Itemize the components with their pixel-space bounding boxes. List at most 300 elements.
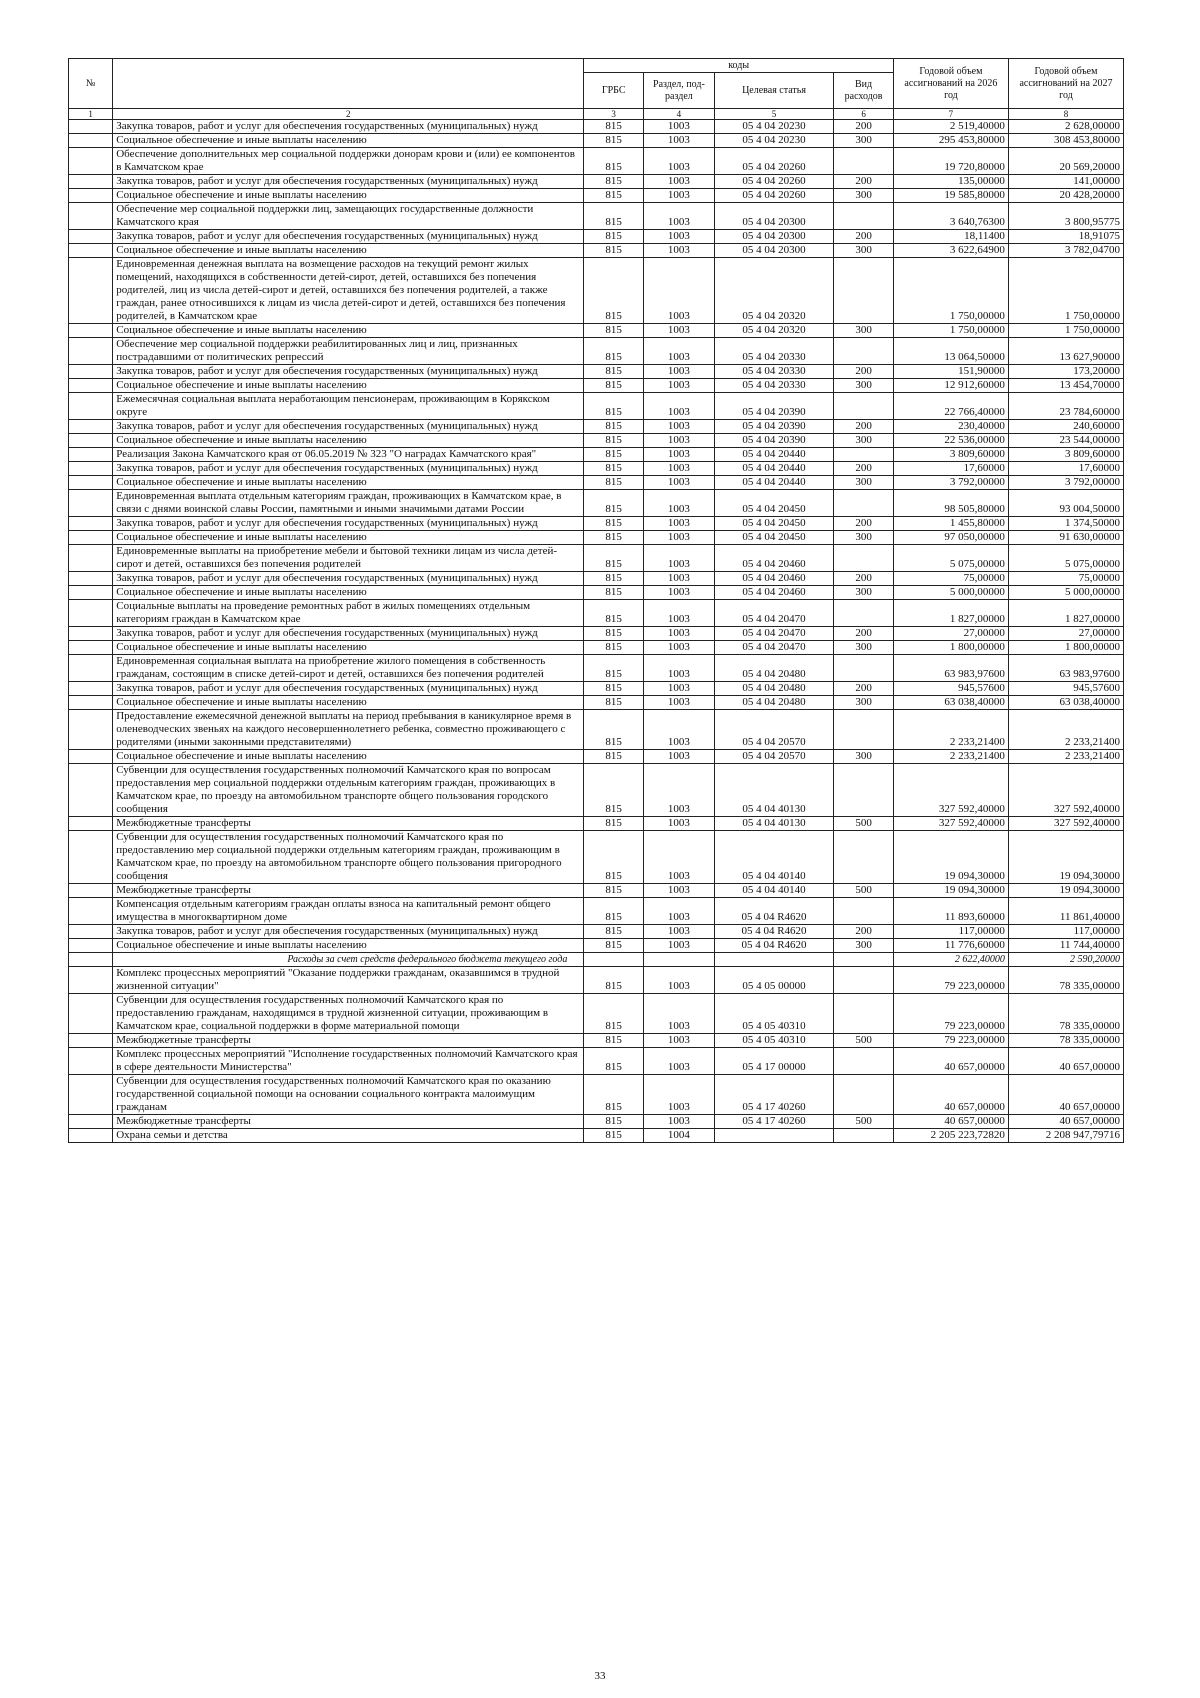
table-row [69,476,1124,490]
row-amount-2027: 20 569,20000 [1008,148,1123,175]
row-amount-2026: 230,40000 [893,420,1008,434]
row-amount-2027: 327 592,40000 [1008,817,1123,831]
row-target: 05 4 04 40130 [714,817,833,831]
row-amount-2027: 1 750,00000 [1008,324,1123,338]
row-amount-2026: 22 766,40000 [893,393,1008,420]
row-name: Социальное обеспечение и иные выплаты населению [113,750,584,764]
row-section: 1003 [644,379,715,393]
row-amount-2026: 19 094,30000 [893,884,1008,898]
row-target [714,953,833,967]
row-kind: 300 [834,586,894,600]
row-number [69,244,113,258]
row-kind: 300 [834,476,894,490]
row-amount-2027: 19 094,30000 [1008,831,1123,884]
row-kind: 500 [834,1034,894,1048]
table-row [69,572,1124,586]
row-name: Социальное обеспечение и иные выплаты населению [113,434,584,448]
row-target: 05 4 04 20470 [714,641,833,655]
row-section: 1003 [644,641,715,655]
row-amount-2027: 91 630,00000 [1008,531,1123,545]
row-name: Субвенции для осуществления государственных полномочий Камчатского края по вопросам предоставления мер социальной поддержки отдельным категориям граждан, проживающих в Камчатском крае, по проезду на автомобильном транспорте общего пользования городского сообщения [113,764,584,817]
row-kind [834,967,894,994]
row-number [69,462,113,476]
table-row [69,967,1124,994]
row-amount-2027: 40 657,00000 [1008,1075,1123,1115]
row-number [69,1048,113,1075]
row-amount-2027: 2 233,21400 [1008,750,1123,764]
row-amount-2027: 3 809,60000 [1008,448,1123,462]
row-section: 1003 [644,1048,715,1075]
table-row [69,490,1124,517]
row-number [69,1034,113,1048]
row-kind: 200 [834,462,894,476]
row-amount-2026: 1 827,00000 [893,600,1008,627]
row-section: 1003 [644,967,715,994]
row-number [69,393,113,420]
row-name: Социальное обеспечение и иные выплаты населению [113,244,584,258]
table-row [69,655,1124,682]
row-kind [834,393,894,420]
row-name: Социальные выплаты на проведение ремонтных работ в жилых помещениях отдельным категориям граждан в Камчатском крае [113,600,584,627]
row-number [69,939,113,953]
row-amount-2026: 79 223,00000 [893,967,1008,994]
row-target: 05 4 04 20480 [714,696,833,710]
row-amount-2027: 19 094,30000 [1008,884,1123,898]
row-section: 1003 [644,148,715,175]
row-grbs: 815 [584,531,644,545]
row-target: 05 4 17 40260 [714,1115,833,1129]
row-section: 1003 [644,434,715,448]
row-number [69,817,113,831]
row-grbs: 815 [584,545,644,572]
table-row [69,696,1124,710]
table-row [69,764,1124,817]
row-target: 05 4 04 20450 [714,490,833,517]
row-amount-2027: 117,00000 [1008,925,1123,939]
row-number [69,967,113,994]
row-name: Ежемесячная социальная выплата неработающим пенсионерам, проживающим в Корякском округе [113,393,584,420]
row-number [69,898,113,925]
row-number [69,120,113,134]
row-target: 05 4 05 40310 [714,994,833,1034]
row-section: 1003 [644,203,715,230]
row-amount-2027: 78 335,00000 [1008,967,1123,994]
row-amount-2026: 3 809,60000 [893,448,1008,462]
row-name: Реализация Закона Камчатского края от 06.05.2019 № 323 "О наградах Камчатского края" [113,448,584,462]
table-row [69,258,1124,324]
row-target: 05 4 04 20260 [714,175,833,189]
row-amount-2027: 40 657,00000 [1008,1048,1123,1075]
row-amount-2026: 2 233,21400 [893,750,1008,764]
row-section: 1003 [644,655,715,682]
table-row [69,682,1124,696]
row-target: 05 4 04 20300 [714,230,833,244]
table-row [69,338,1124,365]
row-amount-2026: 18,11400 [893,230,1008,244]
row-section: 1003 [644,244,715,258]
row-number [69,655,113,682]
row-grbs: 815 [584,655,644,682]
row-grbs: 815 [584,120,644,134]
row-number [69,545,113,572]
row-grbs: 815 [584,175,644,189]
row-target: 05 4 04 20390 [714,420,833,434]
table-row [69,203,1124,230]
row-grbs: 815 [584,898,644,925]
header-target: Целевая статья [714,73,833,109]
row-amount-2027: 141,00000 [1008,175,1123,189]
col-number: 6 [834,109,894,120]
row-name: Субвенции для осуществления государственных полномочий Камчатского края по предоставлению гражданам, находящимся в трудной жизненной ситуации, проживающим в Камчатском крае, социальной поддержки в форме материальной помощи [113,994,584,1034]
row-target: 05 4 04 20300 [714,244,833,258]
table-row [69,393,1124,420]
row-grbs: 815 [584,994,644,1034]
row-kind: 300 [834,134,894,148]
row-grbs: 815 [584,696,644,710]
table-row [69,710,1124,750]
table-row [69,1075,1124,1115]
row-amount-2027: 11 744,40000 [1008,939,1123,953]
row-name: Социальное обеспечение и иные выплаты населению [113,134,584,148]
row-amount-2026: 327 592,40000 [893,817,1008,831]
row-target: 05 4 04 R4620 [714,939,833,953]
row-section: 1003 [644,1075,715,1115]
row-number [69,682,113,696]
table-row [69,925,1124,939]
row-amount-2027: 2 590,20000 [1008,953,1123,967]
row-number [69,476,113,490]
row-section: 1003 [644,420,715,434]
row-number [69,203,113,230]
row-section: 1003 [644,545,715,572]
budget-document [68,58,1124,1143]
row-section: 1003 [644,338,715,365]
row-section: 1003 [644,627,715,641]
header-grbs: ГРБС [584,73,644,109]
table-row [69,600,1124,627]
table-row [69,898,1124,925]
row-target: 05 4 04 20330 [714,338,833,365]
row-number [69,586,113,600]
row-number [69,189,113,203]
row-name: Закупка товаров, работ и услуг для обеспечения государственных (муниципальных) нужд [113,462,584,476]
row-amount-2027: 78 335,00000 [1008,994,1123,1034]
row-amount-2027: 308 453,80000 [1008,134,1123,148]
row-amount-2026: 5 075,00000 [893,545,1008,572]
row-name: Закупка товаров, работ и услуг для обеспечения государственных (муниципальных) нужд [113,420,584,434]
row-kind [834,898,894,925]
row-grbs: 815 [584,244,644,258]
row-number [69,1129,113,1143]
row-grbs: 815 [584,434,644,448]
row-name: Социальное обеспечение и иные выплаты населению [113,531,584,545]
row-amount-2026: 1 750,00000 [893,324,1008,338]
row-amount-2027: 63 983,97600 [1008,655,1123,682]
row-amount-2026: 98 505,80000 [893,490,1008,517]
table-body [69,120,1124,1143]
row-amount-2026: 1 800,00000 [893,641,1008,655]
row-target: 05 4 17 40260 [714,1075,833,1115]
row-amount-2027: 3 782,04700 [1008,244,1123,258]
row-section: 1003 [644,817,715,831]
row-section: 1003 [644,939,715,953]
row-section: 1003 [644,898,715,925]
row-amount-2027: 13 454,70000 [1008,379,1123,393]
row-name: Закупка товаров, работ и услуг для обеспечения государственных (муниципальных) нужд [113,682,584,696]
row-kind [834,338,894,365]
row-name: Единовременная денежная выплата на возмещение расходов на текущий ремонт жилых помещений, находящихся в собственности детей-сирот, детей, оставшихся без попечения родителей, лиц из числа детей-сирот и детей, оставшихся без попечения родителей, а также граждан, ранее относившихся к лицам из числа детей-сирот и детей, оставшихся без попечения родителей, в Камчатском крае [113,258,584,324]
row-amount-2026: 2 519,40000 [893,120,1008,134]
row-kind: 300 [834,750,894,764]
row-amount-2026: 3 792,00000 [893,476,1008,490]
row-section: 1003 [644,490,715,517]
row-target: 05 4 04 20330 [714,365,833,379]
row-target: 05 4 04 20570 [714,710,833,750]
header-numbers-row [69,109,1124,120]
table-row [69,750,1124,764]
row-section: 1003 [644,189,715,203]
row-name: Межбюджетные трансферты [113,1115,584,1129]
row-grbs: 815 [584,750,644,764]
table-row [69,1034,1124,1048]
row-name: Социальное обеспечение и иные выплаты населению [113,189,584,203]
row-amount-2026: 19 585,80000 [893,189,1008,203]
row-amount-2027: 23 784,60000 [1008,393,1123,420]
row-name: Обеспечение мер социальной поддержки реабилитированных лиц и лиц, признанных пострадавшими от политических репрессий [113,338,584,365]
row-kind [834,1075,894,1115]
row-target: 05 4 04 20470 [714,600,833,627]
table-row [69,365,1124,379]
row-amount-2026: 12 912,60000 [893,379,1008,393]
row-kind [834,600,894,627]
row-target: 05 4 04 20460 [714,586,833,600]
row-kind [834,545,894,572]
row-name: Обеспечение мер социальной поддержки лиц, замещающих государственные должности Камчатского края [113,203,584,230]
row-amount-2026: 117,00000 [893,925,1008,939]
row-amount-2027: 20 428,20000 [1008,189,1123,203]
row-grbs: 815 [584,764,644,817]
row-number [69,517,113,531]
row-target: 05 4 04 20570 [714,750,833,764]
row-name: Компенсация отдельным категориям граждан оплаты взноса на капитальный ремонт общего имущества в многоквартирном доме [113,898,584,925]
row-amount-2027: 78 335,00000 [1008,1034,1123,1048]
row-kind [834,764,894,817]
row-amount-2026: 3 622,64900 [893,244,1008,258]
row-target: 05 4 04 R4620 [714,925,833,939]
row-section: 1003 [644,517,715,531]
row-target: 05 4 04 20390 [714,434,833,448]
table-row [69,175,1124,189]
row-kind: 300 [834,379,894,393]
row-kind: 200 [834,627,894,641]
row-grbs: 815 [584,817,644,831]
row-kind [834,1129,894,1143]
row-number [69,696,113,710]
row-amount-2026: 19 720,80000 [893,148,1008,175]
table-row [69,420,1124,434]
row-grbs: 815 [584,490,644,517]
row-grbs: 815 [584,338,644,365]
row-grbs: 815 [584,148,644,175]
row-number [69,134,113,148]
row-name: Социальное обеспечение и иные выплаты населению [113,696,584,710]
col-number: 3 [584,109,644,120]
row-amount-2026: 295 453,80000 [893,134,1008,148]
table-row [69,120,1124,134]
row-number [69,710,113,750]
header-section: Раздел, под-раздел [644,73,715,109]
row-amount-2026: 22 536,00000 [893,434,1008,448]
row-kind [834,994,894,1034]
row-grbs: 815 [584,1034,644,1048]
row-section: 1003 [644,696,715,710]
row-number [69,627,113,641]
row-section: 1003 [644,462,715,476]
row-amount-2026: 1 750,00000 [893,258,1008,324]
row-section: 1003 [644,994,715,1034]
table-row [69,448,1124,462]
row-section: 1003 [644,230,715,244]
row-section: 1003 [644,831,715,884]
table-row [69,531,1124,545]
row-target: 05 4 04 20330 [714,379,833,393]
row-kind: 200 [834,175,894,189]
row-amount-2026: 40 657,00000 [893,1075,1008,1115]
row-amount-2026: 11 776,60000 [893,939,1008,953]
row-number [69,148,113,175]
row-name: Социальное обеспечение и иные выплаты населению [113,939,584,953]
row-name: Закупка товаров, работ и услуг для обеспечения государственных (муниципальных) нужд [113,230,584,244]
row-amount-2026: 151,90000 [893,365,1008,379]
col-number: 2 [113,109,584,120]
row-amount-2026: 945,57600 [893,682,1008,696]
col-number: 5 [714,109,833,120]
row-kind: 300 [834,696,894,710]
row-name: Единовременная социальная выплата на приобретение жилого помещения в собственность гражданам, состоящим в списке детей-сирот и детей, оставшихся без попечения родителей [113,655,584,682]
row-number [69,572,113,586]
row-grbs: 815 [584,600,644,627]
row-kind: 300 [834,434,894,448]
row-number [69,831,113,884]
row-number [69,448,113,462]
header-name [113,59,584,109]
row-name: Обеспечение дополнительных мер социальной поддержки донорам крови и (или) ее компонентов в Камчатском крае [113,148,584,175]
row-grbs: 815 [584,1115,644,1129]
table-row [69,994,1124,1034]
row-target: 05 4 04 20440 [714,462,833,476]
row-grbs: 815 [584,134,644,148]
row-section: 1003 [644,175,715,189]
row-target: 05 4 04 20260 [714,189,833,203]
row-number [69,434,113,448]
row-grbs: 815 [584,203,644,230]
row-amount-2027: 27,00000 [1008,627,1123,641]
row-amount-2026: 40 657,00000 [893,1115,1008,1129]
row-number [69,420,113,434]
row-number [69,641,113,655]
row-target: 05 4 04 R4620 [714,898,833,925]
row-number [69,365,113,379]
row-section: 1004 [644,1129,715,1143]
row-grbs: 815 [584,258,644,324]
row-amount-2027: 1 750,00000 [1008,258,1123,324]
row-name: Социальное обеспечение и иные выплаты населению [113,641,584,655]
row-grbs: 815 [584,476,644,490]
row-grbs: 815 [584,967,644,994]
row-grbs: 815 [584,641,644,655]
row-grbs: 815 [584,831,644,884]
row-name: Расходы за счет средств федерального бюджета текущего года [113,953,584,967]
row-number [69,1115,113,1129]
row-amount-2027: 23 544,00000 [1008,434,1123,448]
row-section: 1003 [644,750,715,764]
table-header [69,59,1124,120]
row-grbs: 815 [584,189,644,203]
row-name: Социальное обеспечение и иные выплаты населению [113,379,584,393]
table-row [69,1129,1124,1143]
col-number: 8 [1008,109,1123,120]
row-kind: 200 [834,120,894,134]
row-grbs: 815 [584,448,644,462]
row-section: 1003 [644,1034,715,1048]
row-amount-2026: 40 657,00000 [893,1048,1008,1075]
row-number [69,258,113,324]
row-section: 1003 [644,1115,715,1129]
row-kind [834,490,894,517]
row-target: 05 4 04 40140 [714,884,833,898]
budget-table [68,58,1124,1143]
row-amount-2027: 1 374,50000 [1008,517,1123,531]
row-amount-2026: 17,60000 [893,462,1008,476]
row-name: Закупка товаров, работ и услуг для обеспечения государственных (муниципальных) нужд [113,627,584,641]
row-section: 1003 [644,120,715,134]
table-row [69,379,1124,393]
row-target: 05 4 05 00000 [714,967,833,994]
row-amount-2027: 18,91075 [1008,230,1123,244]
row-kind: 200 [834,420,894,434]
row-name: Закупка товаров, работ и услуг для обеспечения государственных (муниципальных) нужд [113,175,584,189]
row-grbs: 815 [584,627,644,641]
row-section: 1003 [644,531,715,545]
row-kind: 200 [834,682,894,696]
table-row [69,545,1124,572]
row-name: Предоставление ежемесячной денежной выплаты на период пребывания в каникулярное время в оленеводческих звеньях на каждого несовершеннолетнего ребенка, совместно проживающего с родителями (иными законными представителями) [113,710,584,750]
col-number: 4 [644,109,715,120]
row-name: Охрана семьи и детства [113,1129,584,1143]
row-amount-2026: 13 064,50000 [893,338,1008,365]
table-row [69,831,1124,884]
row-kind [834,258,894,324]
row-kind [834,953,894,967]
row-target: 05 4 04 20460 [714,572,833,586]
row-name: Межбюджетные трансферты [113,884,584,898]
row-grbs: 815 [584,324,644,338]
row-name: Закупка товаров, работ и услуг для обеспечения государственных (муниципальных) нужд [113,572,584,586]
row-name: Единовременные выплаты на приобретение мебели и бытовой техники лицам из числа детей-сирот и детей, оставшихся без попечения родителей [113,545,584,572]
row-section: 1003 [644,600,715,627]
header-2027: Годовой объем ассигнований на 2027 год [1008,59,1123,109]
row-target: 05 4 04 20320 [714,324,833,338]
row-target: 05 4 05 40310 [714,1034,833,1048]
row-section: 1003 [644,764,715,817]
row-target: 05 4 04 20470 [714,627,833,641]
row-name: Закупка товаров, работ и услуг для обеспечения государственных (муниципальных) нужд [113,517,584,531]
row-amount-2026: 3 640,76300 [893,203,1008,230]
row-grbs: 815 [584,884,644,898]
row-name: Комплекс процессных мероприятий "Оказание поддержки гражданам, оказавшимся в трудной жизненной ситуации" [113,967,584,994]
row-number [69,324,113,338]
page-number: 33 [594,1670,606,1682]
